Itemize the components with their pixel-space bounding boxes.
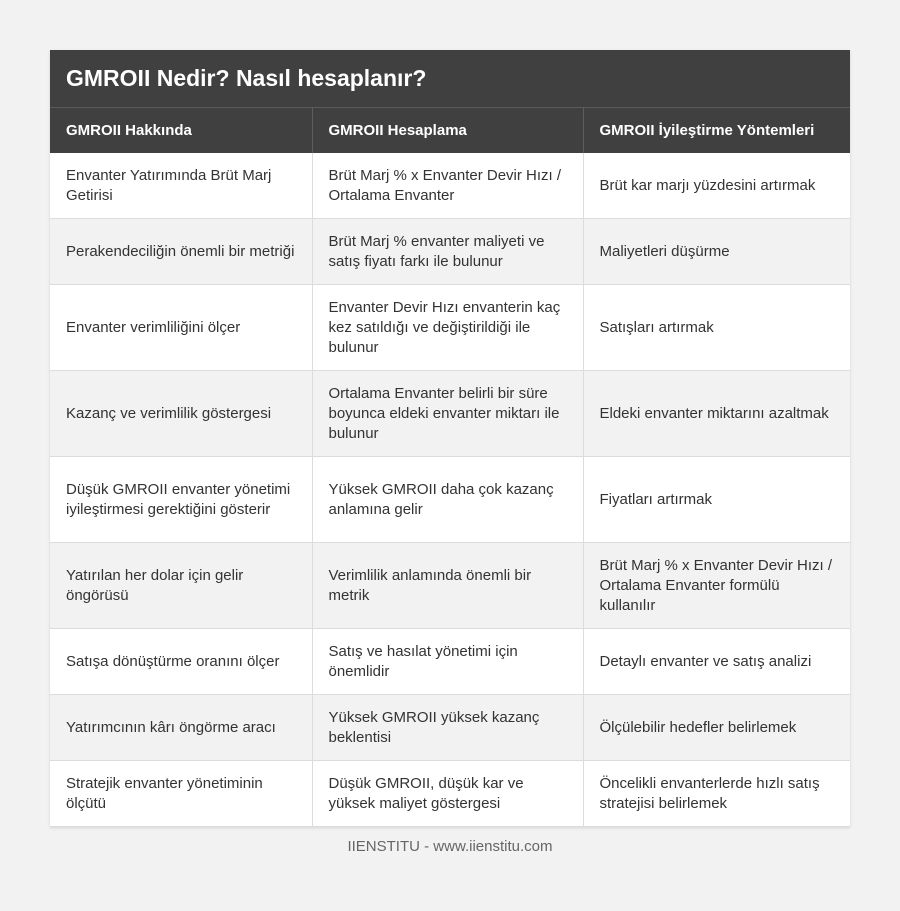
cell-about: Stratejik envanter yönetiminin ölçütü <box>50 761 312 827</box>
cell-improvement: Brüt Marj % x Envanter Devir Hızı / Ortalama Envanter formülü kullanılır <box>583 543 850 629</box>
cell-improvement: Detaylı envanter ve satış analizi <box>583 629 850 695</box>
header-about: GMROII Hakkında <box>50 108 312 153</box>
table-row <box>50 371 850 457</box>
footer-credit: IIENSTITU - www.iienstitu.com <box>347 838 553 855</box>
gmroii-table <box>50 108 850 827</box>
cell-improvement: Brüt kar marjı yüzdesini artırmak <box>583 153 850 219</box>
cell-improvement: Eldeki envanter miktarını azaltmak <box>583 371 850 457</box>
cell-calculation: Yüksek GMROII yüksek kazanç beklentisi <box>312 695 583 761</box>
table-row <box>50 219 850 285</box>
cell-improvement: Maliyetleri düşürme <box>583 219 850 285</box>
table-row <box>50 543 850 629</box>
table-row <box>50 629 850 695</box>
cell-about: Yatırılan her dolar için gelir öngörüsü <box>50 543 312 629</box>
cell-improvement: Satışları artırmak <box>583 285 850 371</box>
header-improvement: GMROII İyileştirme Yöntemleri <box>583 108 850 153</box>
cell-calculation: Ortalama Envanter belirli bir süre boyunca eldeki envanter miktarı ile bulunur <box>312 371 583 457</box>
cell-calculation: Düşük GMROII, düşük kar ve yüksek maliyet göstergesi <box>312 761 583 827</box>
table-row <box>50 761 850 827</box>
table-header-row <box>50 108 850 153</box>
cell-about: Envanter verimliliğini ölçer <box>50 285 312 371</box>
table-row <box>50 285 850 371</box>
gmroii-table-card <box>50 50 850 827</box>
cell-improvement: Fiyatları artırmak <box>583 457 850 543</box>
cell-about: Düşük GMROII envanter yönetimi iyileştirmesi gerektiğini gösterir <box>50 457 312 543</box>
cell-about: Satışa dönüştürme oranını ölçer <box>50 629 312 695</box>
cell-about: Kazanç ve verimlilik göstergesi <box>50 371 312 457</box>
cell-improvement: Öncelikli envanterlerde hızlı satış stratejisi belirlemek <box>583 761 850 827</box>
cell-improvement: Ölçülebilir hedefler belirlemek <box>583 695 850 761</box>
table-row <box>50 457 850 543</box>
cell-about: Yatırımcının kârı öngörme aracı <box>50 695 312 761</box>
cell-calculation: Envanter Devir Hızı envanterin kaç kez satıldığı ve değiştirildiği ile bulunur <box>312 285 583 371</box>
cell-calculation: Satış ve hasılat yönetimi için önemlidir <box>312 629 583 695</box>
cell-calculation: Brüt Marj % envanter maliyeti ve satış fiyatı farkı ile bulunur <box>312 219 583 285</box>
cell-about: Envanter Yatırımında Brüt Marj Getirisi <box>50 153 312 219</box>
table-row <box>50 153 850 219</box>
header-calculation: GMROII Hesaplama <box>312 108 583 153</box>
cell-calculation: Yüksek GMROII daha çok kazanç anlamına gelir <box>312 457 583 543</box>
table-title: GMROII Nedir? Nasıl hesaplanır? <box>50 50 850 108</box>
cell-about: Perakendeciliğin önemli bir metriği <box>50 219 312 285</box>
cell-calculation: Verimlilik anlamında önemli bir metrik <box>312 543 583 629</box>
table-row <box>50 695 850 761</box>
cell-calculation: Brüt Marj % x Envanter Devir Hızı / Ortalama Envanter <box>312 153 583 219</box>
